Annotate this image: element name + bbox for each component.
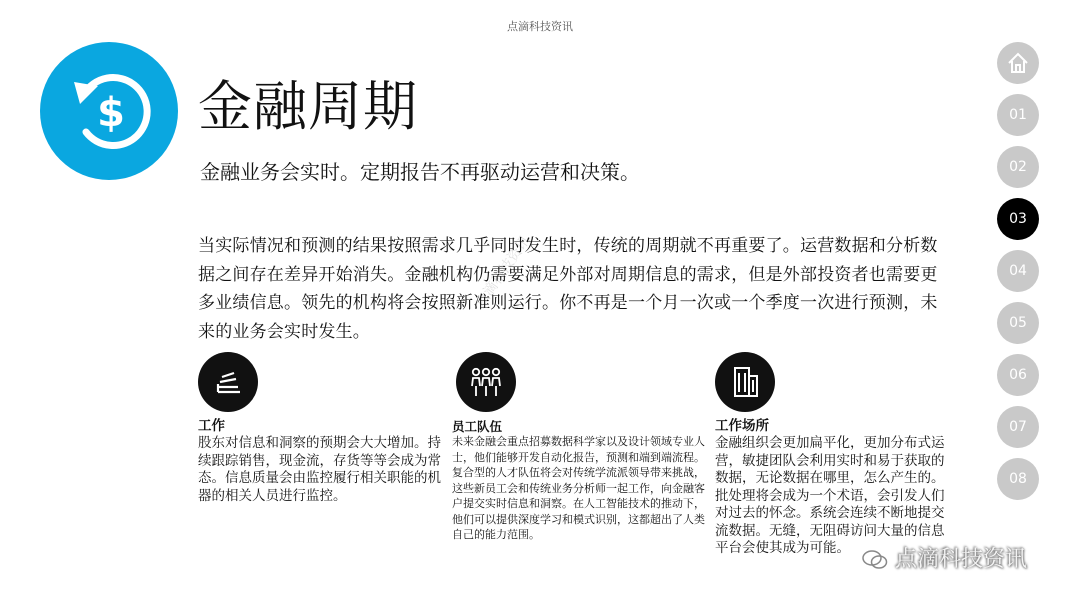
nav-item-01[interactable]: 01 xyxy=(997,94,1039,136)
nav-item-07[interactable]: 07 xyxy=(997,406,1039,448)
column-body: 股东对信息和洞察的预期会大大增加。持续跟踪销售，现金流，存货等等会成为常态。信息质量会由监控履行相关职能的机器的相关人员进行监控。 xyxy=(198,435,441,504)
currency-refresh-icon xyxy=(40,42,178,180)
page-title: 金融周期 xyxy=(198,75,418,138)
building-icon xyxy=(715,352,775,412)
svg-text:$: $ xyxy=(97,90,125,136)
nav-item-06[interactable]: 06 xyxy=(997,354,1039,396)
nav-item-08[interactable]: 08 xyxy=(997,458,1039,500)
home-icon xyxy=(997,42,1039,84)
column-body: 金融组织会更加扁平化，更加分布式运营，敏捷团队会利用实时和易于获取的数据，无论数据在哪里，怎么产生的。批处理将会成为一个术语，会引发人们对过去的怀念。系统会连续不断地提交流数据。无缝，无阻碍访问大量的信息平台会使其成为可能。 xyxy=(715,435,945,556)
nav-home-button[interactable] xyxy=(997,42,1039,84)
people-icon xyxy=(456,352,516,412)
nav-item-04[interactable]: 04 xyxy=(997,250,1039,292)
wechat-logo-icon xyxy=(862,549,888,571)
column-body: 未来金融会重点招募数据科学家以及设计领域专业人士，他们能够开发自动化报告，预测和端到端流程。复合型的人才队伍将会对传统学流派领导带来挑战，这些新员工会和传统业务分析师一起工作，向金融客户提交实时信息和洞察。在人工智能技术的推动下，他们可以提供深度学习和模式识别，这都超出了人类自己的能力范围。 xyxy=(452,435,705,541)
intro-paragraph: 当实际情况和预测的结果按照需求几乎同时发生时，传统的周期就不再重要了。运营数据和分析数据之间存在差异开始消失。金融机构仍需要满足外部对周期信息的需求，但是外部投资者也需要更多业绩信息。领先的机构将会按照新准则运行。你不再是一个月一次或一个季度一次进行预测，未来的业务会实时发生。 xyxy=(198,236,938,342)
watermark-text: 点滴科技资讯 xyxy=(895,547,1028,572)
column-title: 员工队伍 xyxy=(452,419,503,434)
nav-item-05[interactable]: 05 xyxy=(997,302,1039,344)
nav-item-02[interactable]: 02 xyxy=(997,146,1039,188)
diagonal-watermark: 点滴科技资讯 xyxy=(472,232,534,311)
page-subtitle: 金融业务会实时。定期报告不再驱动运营和决策。 xyxy=(200,160,640,184)
nav-item-03[interactable]: 03 xyxy=(997,198,1039,240)
column-title: 工作场所 xyxy=(715,418,769,434)
source-label: 点滴科技资讯 xyxy=(507,20,573,33)
column-title: 工作 xyxy=(198,418,225,434)
watermark xyxy=(862,538,1027,582)
stack-icon xyxy=(198,352,258,412)
